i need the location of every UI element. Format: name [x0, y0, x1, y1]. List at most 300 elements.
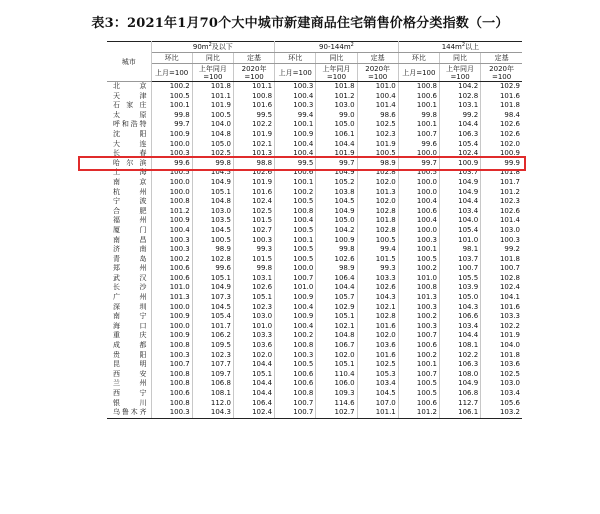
index-value-cell: 102.8: [481, 274, 522, 284]
table-row: [107, 216, 522, 226]
index-value-cell: 102.8: [357, 168, 398, 178]
table-row: [107, 351, 522, 361]
index-value-cell: 102.8: [357, 312, 398, 322]
index-value-cell: 100.4: [275, 149, 316, 159]
table-row: [107, 207, 522, 217]
index-value-cell: 101.3: [398, 293, 439, 303]
index-value-cell: 100.0: [275, 264, 316, 274]
index-value-cell: 100.3: [398, 236, 439, 246]
index-value-cell: 100.0: [151, 178, 192, 188]
index-value-cell: 100.2: [398, 264, 439, 274]
index-value-cell: 104.9: [439, 178, 480, 188]
index-value-cell: 101.5: [233, 255, 274, 265]
index-value-cell: 105.3: [357, 370, 398, 380]
index-value-cell: 102.0: [357, 331, 398, 341]
index-value-cell: 103.7: [439, 255, 480, 265]
index-value-cell: 99.6: [398, 140, 439, 150]
index-value-cell: 105.0: [192, 140, 233, 150]
table-row: [107, 178, 522, 188]
city-name-cell: 北 京: [113, 82, 147, 90]
group-header-small: $90m^2$及以下: [151, 42, 275, 53]
index-value-cell: 101.0: [357, 82, 398, 92]
index-value-cell: 101.9: [357, 140, 398, 150]
index-value-cell: 100.8: [151, 379, 192, 389]
index-value-cell: 106.6: [439, 312, 480, 322]
group-header-large: $144m^2$以上: [398, 42, 522, 53]
index-value-cell: 104.5: [357, 389, 398, 399]
index-value-cell: 103.0: [192, 207, 233, 217]
index-value-cell: 101.2: [398, 408, 439, 418]
index-value-cell: 108.1: [192, 389, 233, 399]
index-value-cell: 103.0: [481, 226, 522, 236]
index-value-cell: 101.1: [192, 92, 233, 102]
index-value-cell: 105.1: [316, 360, 357, 370]
index-value-cell: 104.5: [192, 168, 233, 178]
index-value-cell: 105.0: [316, 120, 357, 130]
index-value-cell: 98.6: [357, 111, 398, 121]
index-value-cell: 101.9: [233, 178, 274, 188]
index-value-cell: 105.1: [192, 274, 233, 284]
city-name-cell: 天 津: [113, 91, 147, 100]
index-value-cell: 104.4: [439, 120, 480, 130]
index-value-cell: 102.5: [233, 207, 274, 217]
index-value-cell: 101.6: [357, 322, 398, 332]
index-value-cell: 100.3: [151, 408, 192, 418]
index-value-cell: 100.4: [275, 303, 316, 313]
index-value-cell: 102.8: [357, 207, 398, 217]
city-name-cell: 南 昌: [113, 235, 147, 244]
table-row: [107, 389, 522, 399]
index-value-cell: 103.8: [316, 188, 357, 198]
index-value-cell: 100.9: [151, 312, 192, 322]
index-value-cell: 98.9: [316, 264, 357, 274]
index-value-cell: 100.8: [233, 92, 274, 102]
index-value-cell: 99.8: [316, 245, 357, 255]
index-value-cell: 104.9: [316, 207, 357, 217]
index-value-cell: 104.4: [233, 379, 274, 389]
index-value-cell: 106.3: [439, 130, 480, 140]
index-value-cell: 100.0: [398, 226, 439, 236]
index-value-cell: 103.1: [439, 101, 480, 111]
index-value-cell: 106.3: [439, 360, 480, 370]
sub-header-yoy: 同比: [192, 53, 233, 64]
city-name-cell: 济 南: [113, 245, 147, 254]
index-value-cell: 100.9: [151, 216, 192, 226]
city-name-cell: 广 州: [113, 293, 147, 302]
city-name-cell: 郑 州: [113, 264, 147, 273]
index-value-cell: 103.7: [439, 168, 480, 178]
index-value-cell: 100.5: [398, 389, 439, 399]
index-value-cell: 104.3: [439, 303, 480, 313]
index-value-cell: 103.3: [357, 274, 398, 284]
index-value-cell: 99.3: [357, 264, 398, 274]
sub-header-fixed: 定基: [357, 53, 398, 64]
index-value-cell: 101.3: [357, 188, 398, 198]
index-value-cell: 100.3: [151, 245, 192, 255]
city-name-cell: 贵 阳: [113, 350, 147, 359]
index-value-cell: 100.1: [398, 101, 439, 111]
index-value-cell: 102.5: [192, 149, 233, 159]
index-value-cell: 100.4: [357, 92, 398, 102]
index-value-cell: 103.4: [439, 207, 480, 217]
index-value-cell: 104.9: [439, 188, 480, 198]
index-value-cell: 100.5: [151, 168, 192, 178]
table-row: [107, 120, 522, 130]
index-value-cell: 102.3: [192, 351, 233, 361]
index-value-cell: 99.5: [275, 159, 316, 169]
index-value-cell: 100.2: [398, 351, 439, 361]
index-value-cell: 100.5: [192, 111, 233, 121]
index-value-cell: 101.2: [316, 92, 357, 102]
base-header-fixed: 2020年 =100: [357, 64, 398, 82]
city-name-cell: 乌鲁木齐: [107, 408, 151, 418]
index-value-cell: 100.3: [398, 322, 439, 332]
table-row: [107, 283, 522, 293]
sub-header-mom: 环比: [151, 53, 192, 64]
index-value-cell: 104.9: [192, 178, 233, 188]
index-value-cell: 104.8: [192, 197, 233, 207]
index-value-cell: 100.6: [275, 370, 316, 380]
index-value-cell: 100.6: [398, 399, 439, 409]
index-value-cell: 101.8: [192, 82, 233, 92]
base-header-mom: 上月=100: [151, 64, 192, 82]
table-row: [107, 149, 522, 159]
index-value-cell: 101.9: [192, 101, 233, 111]
index-value-cell: 107.3: [192, 293, 233, 303]
index-value-cell: 109.7: [192, 370, 233, 380]
index-value-cell: 101.2: [481, 188, 522, 198]
index-value-cell: 101.5: [357, 255, 398, 265]
table-row: [107, 312, 522, 322]
index-value-cell: 100.4: [398, 197, 439, 207]
index-value-cell: 105.1: [316, 312, 357, 322]
table-row: [107, 188, 522, 198]
index-value-cell: 100.5: [151, 92, 192, 102]
index-value-cell: 100.6: [275, 379, 316, 389]
index-value-cell: 100.7: [275, 399, 316, 409]
city-name-cell: 福 州: [113, 216, 147, 225]
index-value-cell: 100.7: [398, 370, 439, 380]
index-value-cell: 100.5: [398, 379, 439, 389]
index-value-cell: 102.5: [357, 120, 398, 130]
index-value-cell: 101.4: [357, 101, 398, 111]
base-header-mom: 上月=100: [275, 64, 316, 82]
index-value-cell: 102.2: [481, 322, 522, 332]
index-value-cell: 107.7: [192, 360, 233, 370]
index-value-cell: 99.5: [233, 111, 274, 121]
index-value-cell: 100.2: [275, 331, 316, 341]
index-value-cell: 102.9: [316, 303, 357, 313]
index-value-cell: 100.4: [275, 216, 316, 226]
index-value-cell: 100.4: [275, 140, 316, 150]
index-value-cell: 101.2: [151, 207, 192, 217]
index-value-cell: 100.5: [275, 255, 316, 265]
base-header-fixed: 2020年 =100: [481, 64, 522, 82]
index-value-cell: 100.6: [398, 341, 439, 351]
index-value-cell: 103.6: [233, 341, 274, 351]
index-value-cell: 100.8: [275, 207, 316, 217]
table-row: [107, 111, 522, 121]
index-value-cell: 100.0: [398, 188, 439, 198]
table-row: [107, 92, 522, 102]
index-value-cell: 108.0: [439, 370, 480, 380]
index-value-cell: 103.4: [357, 379, 398, 389]
index-value-cell: 104.4: [316, 140, 357, 150]
index-value-cell: 104.0: [192, 120, 233, 130]
index-value-cell: 100.1: [398, 360, 439, 370]
index-value-cell: 102.0: [357, 197, 398, 207]
index-value-cell: 104.9: [192, 283, 233, 293]
index-value-cell: 100.5: [357, 236, 398, 246]
index-value-cell: 106.4: [233, 399, 274, 409]
base-header-row: [107, 64, 522, 82]
index-value-cell: 102.3: [233, 303, 274, 313]
city-name-cell: 海 口: [113, 321, 147, 330]
index-value-cell: 103.0: [233, 312, 274, 322]
index-value-cell: 105.0: [439, 293, 480, 303]
index-value-cell: 101.0: [233, 322, 274, 332]
index-value-cell: 104.8: [192, 130, 233, 140]
index-value-cell: 102.6: [481, 130, 522, 140]
index-value-cell: 108.1: [439, 341, 480, 351]
index-value-cell: 103.0: [481, 379, 522, 389]
index-value-cell: 100.4: [398, 216, 439, 226]
index-value-cell: 100.8: [275, 341, 316, 351]
index-value-cell: 102.4: [233, 197, 274, 207]
index-value-cell: 101.7: [192, 322, 233, 332]
index-value-cell: 100.9: [316, 236, 357, 246]
index-value-cell: 104.9: [316, 168, 357, 178]
base-header-yoy: 上年同月 =100: [316, 64, 357, 82]
city-name-cell: 青 岛: [113, 254, 147, 263]
index-value-cell: 106.8: [439, 389, 480, 399]
city-name-cell: 长 沙: [113, 283, 147, 292]
index-value-cell: 102.4: [439, 149, 480, 159]
table-row: [107, 236, 522, 246]
index-value-cell: 102.4: [481, 283, 522, 293]
index-value-cell: 106.4: [316, 274, 357, 284]
index-value-cell: 109.5: [192, 341, 233, 351]
index-value-cell: 100.5: [357, 149, 398, 159]
index-value-cell: 100.2: [151, 255, 192, 265]
index-value-cell: 100.2: [398, 312, 439, 322]
index-value-cell: 101.3: [233, 149, 274, 159]
index-value-cell: 100.6: [398, 207, 439, 217]
city-column-header: 城市: [107, 42, 151, 82]
index-value-cell: 102.6: [233, 283, 274, 293]
index-value-cell: 101.9: [481, 331, 522, 341]
index-value-cell: 100.0: [151, 322, 192, 332]
index-value-cell: 102.4: [233, 408, 274, 418]
index-value-cell: 101.4: [481, 216, 522, 226]
table-row: [107, 101, 522, 111]
price-index-table-container: [107, 41, 522, 419]
table-row: [107, 360, 522, 370]
index-value-cell: 98.4: [481, 111, 522, 121]
index-value-cell: 101.0: [275, 283, 316, 293]
index-value-cell: 100.5: [398, 168, 439, 178]
city-name-cell: 合 肥: [113, 206, 147, 215]
index-value-cell: 99.6: [192, 264, 233, 274]
index-value-cell: 101.6: [233, 188, 274, 198]
index-value-cell: 101.1: [357, 408, 398, 418]
index-value-cell: 109.3: [316, 389, 357, 399]
index-value-cell: 103.4: [439, 322, 480, 332]
index-value-cell: 101.5: [233, 216, 274, 226]
index-value-cell: 100.6: [275, 168, 316, 178]
index-value-cell: 99.7: [151, 120, 192, 130]
index-value-cell: 102.0: [481, 140, 522, 150]
table-row: [107, 379, 522, 389]
index-value-cell: 99.9: [481, 159, 522, 169]
city-name-cell: 南 宁: [113, 312, 147, 321]
base-header-yoy: 上年同月 =100: [439, 64, 480, 82]
city-name-cell: 太 原: [113, 110, 147, 119]
index-value-cell: 99.3: [233, 245, 274, 255]
index-value-cell: 100.9: [275, 293, 316, 303]
index-value-cell: 102.0: [357, 178, 398, 188]
city-name-cell: 杭 州: [113, 187, 147, 196]
index-value-cell: 100.7: [151, 360, 192, 370]
index-value-cell: 103.1: [233, 274, 274, 284]
table-row: [107, 159, 522, 169]
index-value-cell: 114.6: [316, 399, 357, 409]
index-value-cell: 102.6: [316, 255, 357, 265]
sub-header-row: [107, 53, 522, 64]
index-value-cell: 101.8: [481, 255, 522, 265]
index-value-cell: 99.2: [481, 245, 522, 255]
index-value-cell: 100.3: [275, 82, 316, 92]
index-value-cell: 102.9: [481, 82, 522, 92]
index-value-cell: 100.8: [151, 341, 192, 351]
index-value-cell: 102.6: [481, 207, 522, 217]
index-value-cell: 102.1: [316, 322, 357, 332]
index-value-cell: 103.9: [439, 283, 480, 293]
table-row: [107, 399, 522, 409]
base-header-mom: 上月=100: [398, 64, 439, 82]
city-name-cell: 厦 门: [113, 225, 147, 234]
table-row: [107, 226, 522, 236]
index-value-cell: 101.0: [151, 283, 192, 293]
index-value-cell: 102.1: [233, 140, 274, 150]
sub-header-yoy: 同比: [439, 53, 480, 64]
index-value-cell: 105.4: [439, 226, 480, 236]
index-value-cell: 104.3: [357, 293, 398, 303]
index-value-cell: 102.7: [316, 408, 357, 418]
index-value-cell: 100.9: [481, 149, 522, 159]
city-name-cell: 沈 阳: [113, 129, 147, 138]
city-name-cell: 大 连: [113, 139, 147, 148]
index-value-cell: 100.7: [481, 264, 522, 274]
index-value-cell: 103.4: [481, 389, 522, 399]
index-value-cell: 104.5: [316, 197, 357, 207]
index-value-cell: 101.8: [481, 101, 522, 111]
table-row: [107, 331, 522, 341]
index-value-cell: 100.4: [151, 226, 192, 236]
index-value-cell: 100.8: [275, 389, 316, 399]
index-value-cell: 104.4: [439, 331, 480, 341]
index-value-cell: 105.4: [192, 312, 233, 322]
table-header: [107, 42, 522, 82]
index-value-cell: 98.8: [233, 159, 274, 169]
city-name-cell: 上 海: [113, 168, 147, 177]
index-value-cell: 100.5: [192, 236, 233, 246]
table-row: [107, 245, 522, 255]
city-name-cell: 银 川: [113, 398, 147, 407]
index-value-cell: 101.6: [481, 92, 522, 102]
city-name-cell: 成 都: [113, 341, 147, 350]
index-value-cell: 104.1: [481, 293, 522, 303]
index-value-cell: 102.2: [439, 351, 480, 361]
index-value-cell: 98.9: [192, 245, 233, 255]
index-value-cell: 98.9: [357, 159, 398, 169]
index-value-cell: 100.9: [275, 312, 316, 322]
index-value-cell: 105.1: [233, 370, 274, 380]
city-name-cell: 重 庆: [113, 331, 147, 340]
index-value-cell: 104.4: [233, 389, 274, 399]
city-name-cell: 哈尔滨: [113, 158, 147, 167]
index-value-cell: 100.5: [398, 255, 439, 265]
city-name-cell: 西 宁: [113, 389, 147, 397]
index-value-cell: 101.7: [481, 178, 522, 188]
table-row: [107, 82, 522, 92]
index-value-cell: 100.7: [275, 408, 316, 418]
index-value-cell: 100.6: [398, 92, 439, 102]
group-header-medium: $90-144m^2$: [275, 42, 399, 53]
index-value-cell: 105.0: [316, 216, 357, 226]
index-value-cell: 100.1: [398, 245, 439, 255]
sub-header-mom: 环比: [275, 53, 316, 64]
index-value-cell: 104.2: [316, 226, 357, 236]
index-value-cell: 100.9: [275, 130, 316, 140]
index-value-cell: 101.8: [481, 351, 522, 361]
city-name-cell: 深 圳: [113, 302, 147, 311]
index-value-cell: 105.6: [481, 399, 522, 409]
base-header-fixed: 2020年 =100: [233, 64, 274, 82]
index-value-cell: 100.3: [151, 351, 192, 361]
index-value-cell: 99.0: [316, 111, 357, 121]
index-value-cell: 104.4: [233, 360, 274, 370]
index-value-cell: 103.5: [192, 216, 233, 226]
index-value-cell: 100.1: [275, 120, 316, 130]
index-value-cell: 99.8: [398, 111, 439, 121]
city-name-cell: 呼和浩特: [113, 120, 147, 129]
index-value-cell: 100.3: [151, 149, 192, 159]
index-value-cell: 99.7: [316, 159, 357, 169]
index-value-cell: 100.6: [151, 264, 192, 274]
index-value-cell: 106.8: [192, 379, 233, 389]
index-value-cell: 101.1: [233, 82, 274, 92]
index-value-cell: 101.8: [357, 216, 398, 226]
index-value-cell: 100.3: [481, 236, 522, 246]
index-value-cell: 103.0: [316, 101, 357, 111]
city-name-cell: 南 京: [113, 177, 147, 186]
index-value-cell: 100.3: [275, 101, 316, 111]
city-name-cell: 西 安: [113, 369, 147, 378]
index-value-cell: 100.5: [275, 245, 316, 255]
index-value-cell: 100.1: [275, 236, 316, 246]
index-value-cell: 100.2: [275, 188, 316, 198]
index-value-cell: 104.3: [192, 408, 233, 418]
index-value-cell: 104.5: [192, 226, 233, 236]
table-row: [107, 168, 522, 178]
table-row: [107, 370, 522, 380]
index-value-cell: 100.1: [151, 101, 192, 111]
index-value-cell: 100.7: [439, 264, 480, 274]
index-value-cell: 102.5: [481, 370, 522, 380]
index-value-cell: 100.9: [151, 331, 192, 341]
index-value-cell: 100.3: [398, 303, 439, 313]
